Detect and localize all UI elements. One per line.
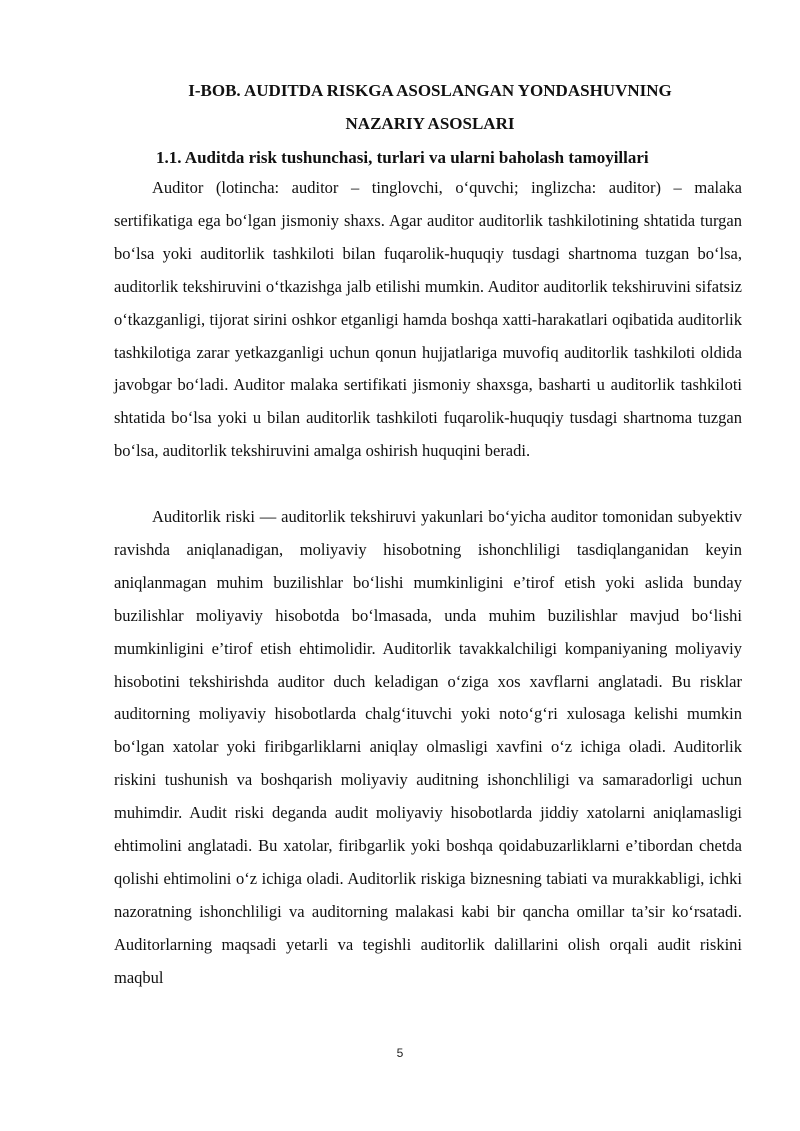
page-number: 5 [396,1046,404,1060]
section-title: 1.1. Auditda risk tushunchasi, turlari va ularni baholash tamoyillari [156,148,649,167]
paragraph-auditor-definition: Auditor (lotincha: auditor – tinglovchi, o‘quvchi; inglizcha: auditor) – malaka sertifikatiga ega bo‘lgan jismoniy shaxs. Agar auditor auditorlik tashkilotining shtatida turgan bo‘lsa yoki auditorlik tashkiloti bilan fuqarolik-huquqiy tusdagi shartnoma tuzgan bo‘lsa, auditorlik tekshiruvini o‘tkazishga jalb etilishi mumkin. Auditor auditorlik tekshiruvini sifatsiz o‘tkazganligi, tijorat sirini oshkor etganligi hamda boshqa xatti-harakatlari oqibatida auditorlik tashkilotiga zarar yetkazganligi uchun qonun hujjatlariga muvofiq auditorlik tashkiloti oldida javobgar bo‘ladi. Auditor malaka sertifikati jismoniy shaxsga, basharti u auditorlik tashkiloti shtatida bo‘lsa yoki u bilan auditorlik tashkiloti fuqarolik-huquqiy tusdagi shartnoma tuzgan bo‘lsa, auditorlik tekshiruvini amalga oshirish huquqini beradi. [114,178,742,461]
chapter-title [110,74,750,140]
chapter-title-line-1: I-BOB. AUDITDA RISKGA ASOSLANGAN YONDASHUVNING [188,81,672,100]
paragraph-audit-risk: Auditorlik riski — auditorlik tekshiruvi yakunlari bo‘yicha auditor tomonidan subyektiv ravishda aniqlanadigan, moliyaviy hisobotning ishonchliligi tasdiqlanganidan keyin aniqlanmagan muhim buzilishlar bo‘lishi mumkinligini e’tirof etish yoki aslida bunday buzilishlar moliyaviy hisobotda bo‘lmasada, unda muhim buzilishlar mavjud bo‘lishi mumkinligini e’tirof etish ehtimolidir. Auditorlik tavakkalchiligi kompaniyaning moliyaviy hisobotini tekshirishda auditor duch keladigan o‘ziga xos xavflarni anglatadi. Bu risklar auditorning moliyaviy hisobotlarda chalg‘ituvchi yoki noto‘g‘ri xulosaga kelishi mumkin bo‘lgan xatolar yoki firibgarliklarni aniqlay olmasligi xavfini o‘z ichiga oladi. Auditorlik riskini tushunish va boshqarish moliyaviy auditning ishonchliligi va samaradorligi uchun muhimdir. Audit riski deganda audit moliyaviy hisobotlarda jiddiy xatolarni aniqlamasligi ehtimolini anglatadi. Bu xatolar, firibgarlik yoki boshqa qoidabuzarliklarni e’tibordan chetda qolishi ehtimolini o‘z ichiga oladi. Auditorlik riskiga biznesning tabiati va murakkabligi, ichki nazoratning ishonchliligi va auditorning malakasi kabi bir qancha omillar ta’sir ko‘rsatadi. Auditorlarning maqsadi yetarli va tegishli auditorlik dalillarini olish orqali audit riskini maqbul [114,507,742,987]
chapter-title-line-2: NAZARIY ASOSLARI [345,114,515,133]
